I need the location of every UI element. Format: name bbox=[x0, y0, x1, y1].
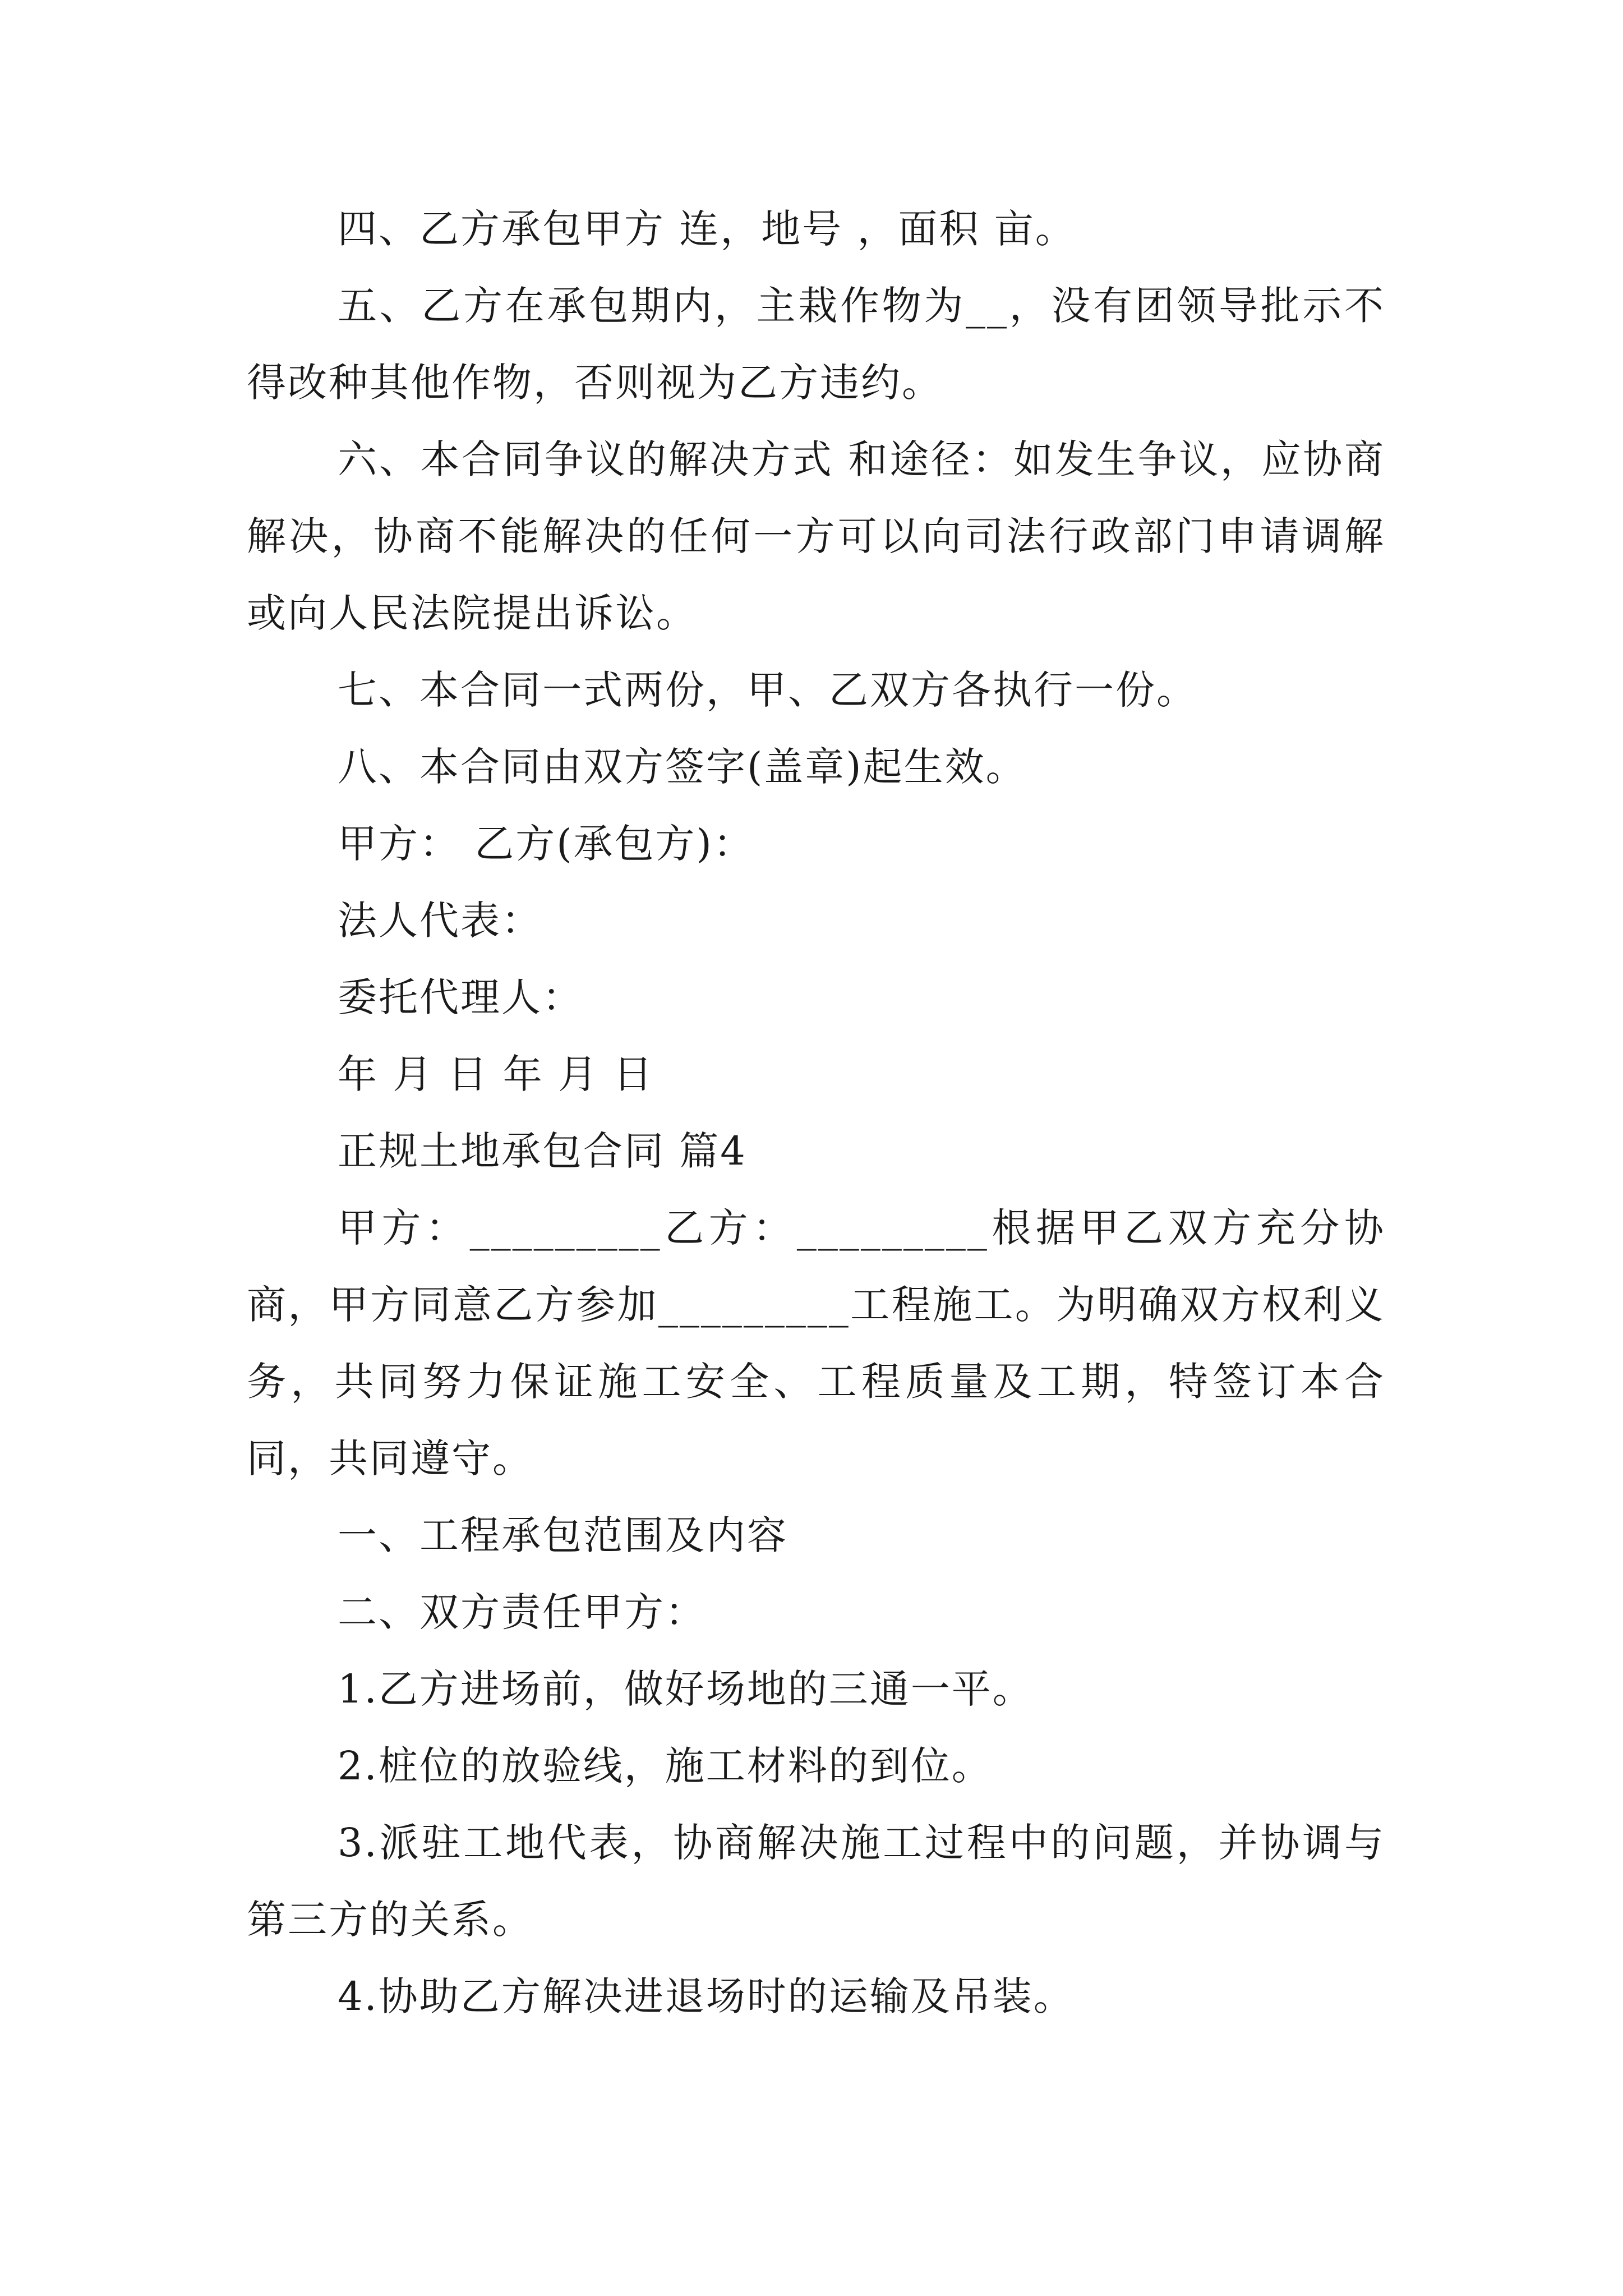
signature-parties: 甲方： 乙方(承包方)： bbox=[338, 821, 754, 867]
clause-7: 七、本合同一式两份，甲、乙双方各执行一份。 bbox=[338, 667, 1197, 713]
signature-dates: 年 月 日 年 月 日 bbox=[338, 1051, 654, 1097]
clause-4: 四、乙方承包甲方 连，地号 ，面积 亩。 bbox=[338, 206, 1076, 252]
authorized-agent: 委托代理人： bbox=[338, 974, 583, 1020]
document-body bbox=[247, 191, 1385, 2035]
party-a-duty-4: 4.协助乙方解决进退场时的运输及吊装。 bbox=[338, 1973, 1075, 2019]
scope-heading: 一、工程承包范围及内容 bbox=[338, 1512, 788, 1558]
responsibilities-heading: 二、双方责任甲方： bbox=[338, 1589, 706, 1635]
legal-representative: 法人代表： bbox=[338, 898, 542, 944]
clause-6: 六、本合同争议的解决方式 和途径：如发生争议，应协商解决，协商不能解决的任何一方可以向司法行政部门申请调解或向人民法院提出诉讼。 bbox=[247, 436, 1385, 636]
party-a-duty-1: 1.乙方进场前，做好场地的三通一平。 bbox=[338, 1666, 1034, 1712]
party-a-duty-2: 2.桩位的放验线，施工材料的到位。 bbox=[338, 1743, 993, 1789]
contract-preamble: 甲方：_________乙方：_________根据甲乙双方充分协商，甲方同意乙方参加_________工程施工。为明确双方权利义务，共同努力保证施工安全、工程质量及工期，特签订本合同，共同遵守。 bbox=[247, 1205, 1385, 1481]
clause-5: 五、乙方在承包期内，主栽作物为__，没有团领导批示不得改种其他作物，否则视为乙方违约。 bbox=[247, 283, 1385, 406]
party-a-duty-3: 3.派驻工地代表，协商解决施工过程中的问题，并协调与第三方的关系。 bbox=[247, 1820, 1385, 1943]
clause-8: 八、本合同由双方签字(盖章)起生效。 bbox=[338, 744, 1027, 790]
section-title: 正规土地承包合同 篇4 bbox=[338, 1128, 747, 1174]
